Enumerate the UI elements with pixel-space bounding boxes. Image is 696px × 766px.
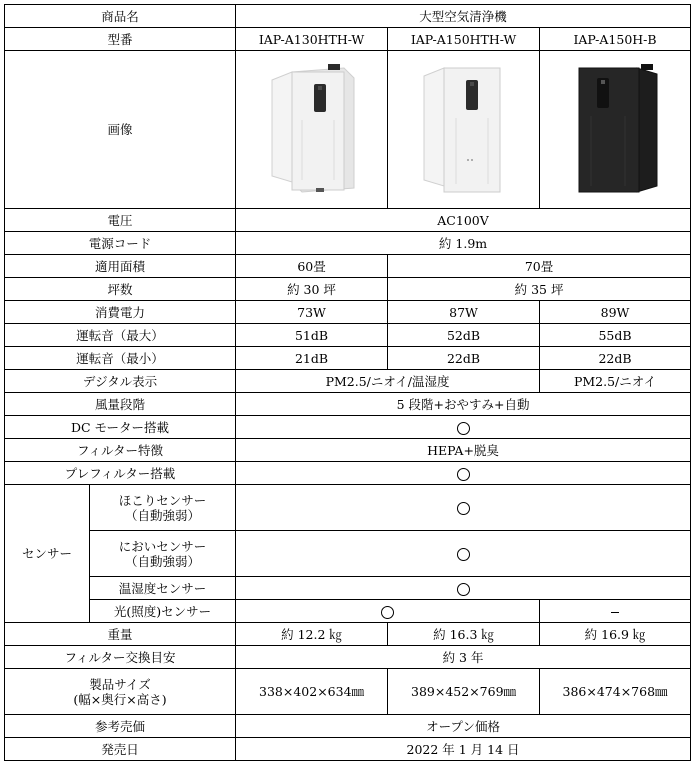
label-prefilter: プレフィルター搭載 <box>5 462 236 485</box>
label-noise-max: 運転音（最大） <box>5 324 236 347</box>
row-digital-display <box>5 370 691 393</box>
value-release: 2022 年 1 月 14 日 <box>236 738 691 761</box>
label-sensor-group: センサー <box>5 485 90 623</box>
value-model-1: IAP-A130HTH-W <box>236 28 388 51</box>
value-power-3: 89W <box>540 301 691 324</box>
value-power-cord: 約 1.9m <box>236 232 691 255</box>
row-light-sensor <box>5 600 691 623</box>
label-image: 画像 <box>5 51 236 209</box>
white-air-purifier-130-image <box>262 60 362 200</box>
value-model-2: IAP-A150HTH-W <box>388 28 540 51</box>
value-light-sensor-12 <box>236 600 540 623</box>
label-temp-humidity-sensor: 温湿度センサー <box>90 577 236 600</box>
value-size-3: 386×474×768㎜ <box>540 669 691 715</box>
circle-mark-icon <box>381 606 394 619</box>
row-dust-sensor <box>5 485 691 531</box>
value-tsubo-23: 約 35 坪 <box>388 278 691 301</box>
value-prefilter <box>236 462 691 485</box>
label-size-line1: 製品サイズ <box>89 676 151 692</box>
row-product-name <box>5 5 691 28</box>
row-tsubo <box>5 278 691 301</box>
row-price <box>5 715 691 738</box>
label-dc-motor: DC モーター搭載 <box>5 416 236 439</box>
circle-mark-icon <box>457 583 470 596</box>
label-airflow: 風量段階 <box>5 393 236 416</box>
row-temp-humidity-sensor <box>5 577 691 600</box>
label-tsubo: 坪数 <box>5 278 236 301</box>
value-airflow: 5 段階+おやすみ+自動 <box>236 393 691 416</box>
label-power-consumption: 消費電力 <box>5 301 236 324</box>
circle-mark-icon <box>457 502 470 515</box>
value-filter: HEPA+脱臭 <box>236 439 691 462</box>
circle-mark-icon <box>457 468 470 481</box>
value-noise-min-3: 22dB <box>540 347 691 370</box>
label-odor-sensor <box>90 531 236 577</box>
image-cell-1 <box>236 51 388 209</box>
label-price: 参考売価 <box>5 715 236 738</box>
value-noise-max-2: 52dB <box>388 324 540 347</box>
value-digital-display-12: PM2.5/ニオイ/温湿度 <box>236 370 540 393</box>
value-filter-replace: 約 3 年 <box>236 646 691 669</box>
value-size-2: 389×452×769㎜ <box>388 669 540 715</box>
value-dust-sensor <box>236 485 691 531</box>
label-area: 適用面積 <box>5 255 236 278</box>
label-dust-sensor <box>90 485 236 531</box>
label-light-sensor: 光(照度)センサー <box>90 600 236 623</box>
value-noise-min-1: 21dB <box>236 347 388 370</box>
row-filter-replace <box>5 646 691 669</box>
label-release: 発売日 <box>5 738 236 761</box>
label-noise-min: 運転音（最小） <box>5 347 236 370</box>
row-voltage <box>5 209 691 232</box>
label-odor-sensor-line2: （自動強弱） <box>125 553 201 569</box>
row-power-consumption <box>5 301 691 324</box>
row-noise-min <box>5 347 691 370</box>
row-model <box>5 28 691 51</box>
value-voltage: AC100V <box>236 209 691 232</box>
row-weight <box>5 623 691 646</box>
row-area <box>5 255 691 278</box>
value-odor-sensor <box>236 531 691 577</box>
value-noise-max-3: 55dB <box>540 324 691 347</box>
dash-mark-icon <box>611 612 619 613</box>
row-dc-motor <box>5 416 691 439</box>
white-air-purifier-150-image <box>414 60 514 200</box>
label-voltage: 電圧 <box>5 209 236 232</box>
circle-mark-icon <box>457 422 470 435</box>
value-noise-max-1: 51dB <box>236 324 388 347</box>
value-weight-3: 約 16.9 ㎏ <box>540 623 691 646</box>
value-noise-min-2: 22dB <box>388 347 540 370</box>
value-light-sensor-3 <box>540 600 691 623</box>
value-temp-humidity-sensor <box>236 577 691 600</box>
label-dust-sensor-line2: （自動強弱） <box>125 507 201 523</box>
row-noise-max <box>5 324 691 347</box>
row-odor-sensor <box>5 531 691 577</box>
circle-mark-icon <box>457 548 470 561</box>
value-area-23: 70畳 <box>388 255 691 278</box>
value-weight-2: 約 16.3 ㎏ <box>388 623 540 646</box>
row-image <box>5 51 691 209</box>
value-power-2: 87W <box>388 301 540 324</box>
label-weight: 重量 <box>5 623 236 646</box>
value-model-3: IAP-A150H-B <box>540 28 691 51</box>
row-prefilter <box>5 462 691 485</box>
value-price: オープン価格 <box>236 715 691 738</box>
value-weight-1: 約 12.2 ㎏ <box>236 623 388 646</box>
row-power-cord <box>5 232 691 255</box>
label-power-cord: 電源コード <box>5 232 236 255</box>
label-filter: フィルター特徴 <box>5 439 236 462</box>
value-product-name: 大型空気清浄機 <box>236 5 691 28</box>
image-cell-3 <box>540 51 691 209</box>
value-dc-motor <box>236 416 691 439</box>
spec-table <box>4 4 691 761</box>
label-digital-display: デジタル表示 <box>5 370 236 393</box>
row-size <box>5 669 691 715</box>
row-filter <box>5 439 691 462</box>
black-air-purifier-150-image <box>565 60 665 200</box>
row-airflow <box>5 393 691 416</box>
label-dust-sensor-line1: ほこりセンサー <box>118 492 207 508</box>
label-product-name: 商品名 <box>5 5 236 28</box>
row-release <box>5 738 691 761</box>
value-area-1: 60畳 <box>236 255 388 278</box>
image-cell-2 <box>388 51 540 209</box>
value-tsubo-1: 約 30 坪 <box>236 278 388 301</box>
label-size <box>5 669 236 715</box>
label-size-line2: (幅×奥行×高さ) <box>73 691 167 707</box>
label-model: 型番 <box>5 28 236 51</box>
label-odor-sensor-line1: においセンサー <box>118 538 207 554</box>
value-digital-display-3: PM2.5/ニオイ <box>540 370 691 393</box>
value-power-1: 73W <box>236 301 388 324</box>
label-filter-replace: フィルター交換目安 <box>5 646 236 669</box>
value-size-1: 338×402×634㎜ <box>236 669 388 715</box>
